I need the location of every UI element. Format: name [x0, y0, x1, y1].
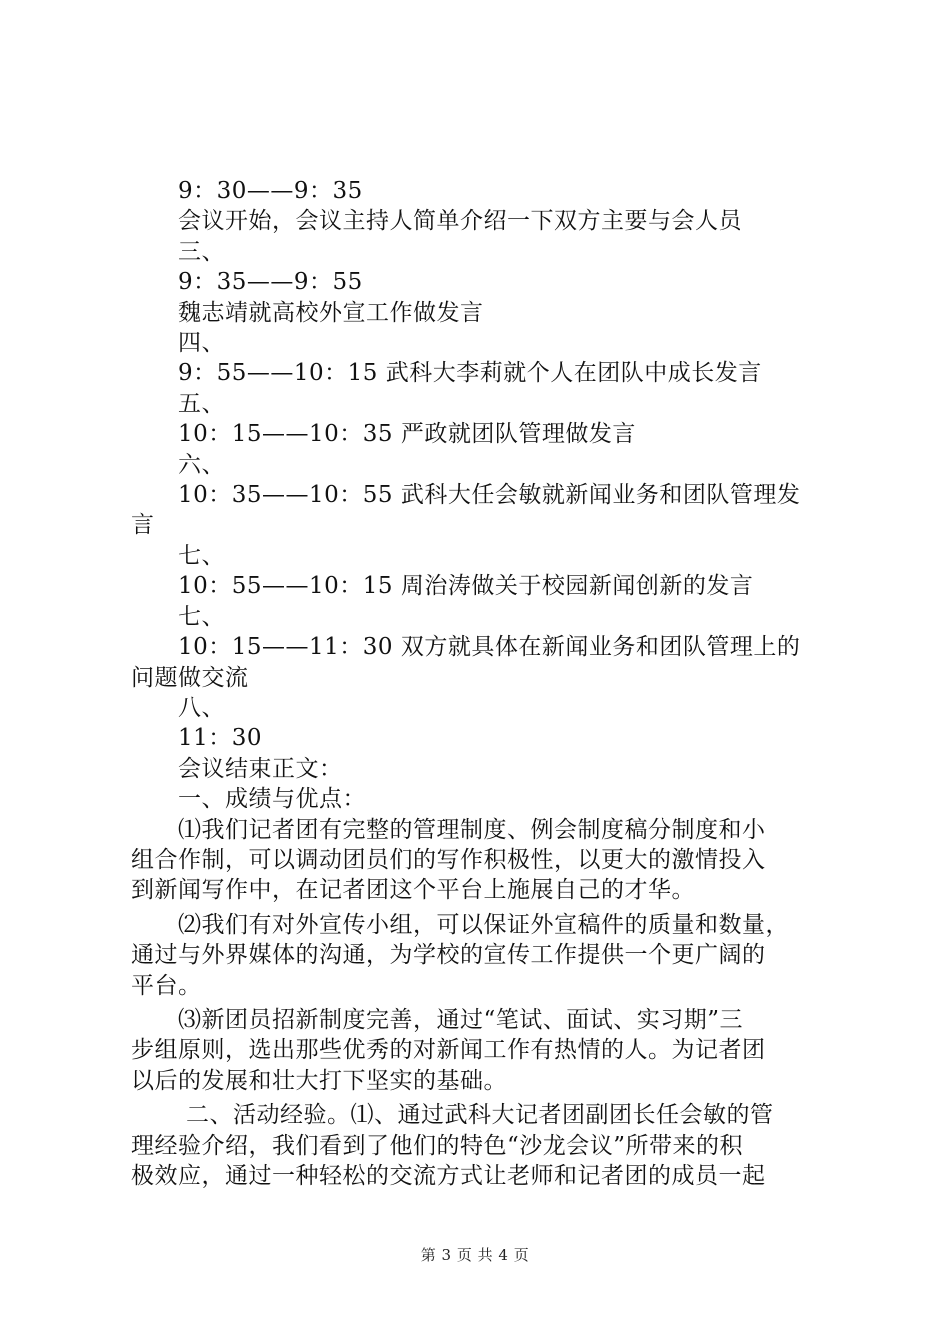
- section-number: 七、: [178, 542, 225, 569]
- paragraph-line: 以后的发展和壮大打下坚实的基础。: [131, 1067, 507, 1094]
- section-number: 六、: [178, 451, 225, 478]
- paragraph-line: ⑵我们有对外宣传小组，可以保证外宣稿件的质量和数量，: [178, 911, 789, 938]
- section-number: 八、: [178, 694, 225, 721]
- paragraph-line: ⑴我们记者团有完整的管理制度、例会制度稿分制度和小: [178, 816, 766, 843]
- schedule-item: 会议开始，会议主持人简单介绍一下双方主要与会人员: [178, 208, 742, 235]
- schedule-item: 10：55——10：15 周治涛做关于校园新闻创新的发言: [178, 573, 754, 600]
- paragraph-line: 理经验介绍，我们看到了他们的特色“沙龙会议”所带来的积: [131, 1132, 744, 1159]
- document-body: [131, 176, 831, 1191]
- schedule-item: 10：15——10：35 严政就团队管理做发言: [178, 421, 636, 448]
- schedule-item-continued: 言: [131, 512, 155, 539]
- schedule-item: 10：15——11：30 双方就具体在新闻业务和团队管理上的: [178, 634, 801, 661]
- paragraph-line: 平台。: [131, 972, 202, 999]
- schedule-time: 11：30: [178, 725, 263, 752]
- paragraph-line: 到新闻写作中，在记者团这个平台上施展自己的才华。: [131, 877, 695, 904]
- paragraph-line: 通过与外界媒体的沟通，为学校的宣传工作提供一个更广阔的: [131, 942, 766, 969]
- body-heading: 会议结束正文：: [178, 755, 343, 782]
- schedule-item: 9：55——10：15 武科大李莉就个人在团队中成长发言: [178, 360, 762, 387]
- paragraph-line: 步组原则，选出那些优秀的对新闻工作有热情的人。为记者团: [131, 1037, 766, 1064]
- page-footer: 第 3 页 共 4 页: [420, 1246, 530, 1264]
- section-number: 四、: [178, 330, 225, 357]
- schedule-time: 9：35——9：55: [178, 269, 363, 296]
- section-heading: 一、成绩与优点：: [178, 786, 366, 813]
- section-number: 七、: [178, 603, 225, 630]
- schedule-item: 魏志靖就高校外宣工作做发言: [178, 299, 484, 326]
- schedule-item: 10：35——10：55 武科大任会敏就新闻业务和团队管理发: [178, 482, 801, 509]
- paragraph-line: 极效应，通过一种轻松的交流方式让老师和记者团的成员一起: [131, 1163, 766, 1189]
- section-number: 三、: [178, 238, 225, 265]
- schedule-item-continued: 问题做交流: [131, 664, 249, 691]
- schedule-time: 9：30——9：35: [178, 178, 363, 204]
- paragraph-line: ⑶新团员招新制度完善，通过“笔试、面试、实习期”三: [178, 1006, 744, 1033]
- paragraph-line: 二、活动经验。⑴、通过武科大记者团副团长任会敏的管: [186, 1102, 774, 1129]
- section-number: 五、: [178, 390, 225, 417]
- paragraph-line: 组合作制，可以调动团员们的写作积极性，以更大的激情投入: [131, 846, 766, 873]
